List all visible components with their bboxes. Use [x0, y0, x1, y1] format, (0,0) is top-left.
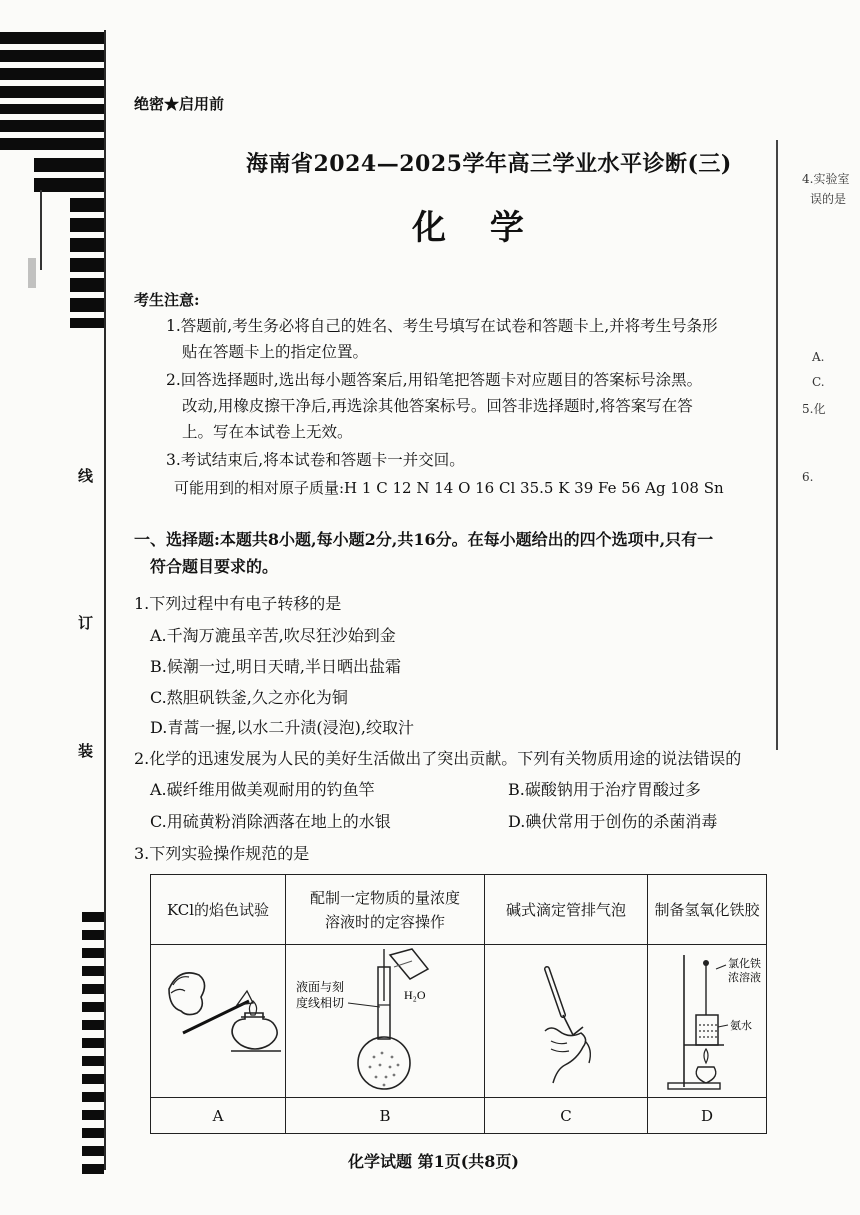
q3-header-c: 碱式滴定管排气泡: [485, 875, 648, 945]
exam-title: 海南省2024—2025学年高三学业水平诊断(三): [246, 151, 732, 177]
burette-figure: [485, 945, 647, 1097]
q3-header-b: 配制一定物质的量浓度 溶液时的定容操作: [286, 875, 485, 945]
confidential-label: 绝密★启用前: [134, 95, 225, 113]
q1-stem: 1.下列过程中有电子转移的是: [134, 594, 342, 613]
margin-name-blank: [40, 190, 42, 270]
q2-option-d: D.碘伏常用于创伤的杀菌消毒: [508, 812, 718, 831]
right-q4-partial-2: 误的是: [810, 192, 847, 206]
flask-label-2: 度线相切: [296, 996, 345, 1010]
q1-option-d: D.青蒿一握,以水二升渍(浸泡),绞取汁: [150, 718, 415, 737]
subject-title: 化 学: [412, 208, 540, 248]
q3-figure-d: [648, 945, 767, 1098]
q2-stem: 2.化学的迅速发展为人民的美好生活做出了突出贡献。下列有关物质用途的说法错误的: [134, 749, 742, 768]
colloid-prep-figure: [648, 945, 766, 1097]
q3-table: [150, 874, 767, 1134]
margin-bind-label: 装: [78, 742, 94, 760]
right-q4-partial: 4.实验室: [802, 172, 850, 186]
q3-label-a: A: [151, 1098, 286, 1134]
right-c: C.: [812, 375, 825, 389]
volumetric-flask-figure: [286, 945, 484, 1097]
right-q5: 5.化: [802, 402, 826, 416]
flask-water-label: H₂O: [404, 988, 426, 1002]
right-q6: 6.: [802, 470, 814, 484]
q3-stem: 3.下列实验操作规范的是: [134, 844, 310, 863]
q1-option-c: C.熬胆矾铁釜,久之亦化为铜: [150, 688, 348, 707]
flask-label-1: 液面与刻: [296, 980, 345, 994]
flame-test-figure: [151, 945, 285, 1097]
q1-option-b: B.候潮一过,明日天晴,半日晒出盐霜: [150, 657, 402, 676]
q3-label-d: D: [648, 1098, 767, 1134]
q2-option-a: A.碳纤维用做美观耐用的钓鱼竿: [150, 780, 375, 799]
q3-header-a: KCl的焰色试验: [151, 875, 286, 945]
right-fold-line: [776, 140, 778, 750]
q3-label-c: C: [485, 1098, 648, 1134]
right-a: A.: [812, 350, 825, 364]
binding-line: [104, 30, 106, 1170]
q3-label-row: [151, 1098, 767, 1134]
d-label-conc: 浓溶液: [728, 972, 761, 984]
q2-option-b: B.碳酸钠用于治疗胃酸过多: [508, 780, 701, 799]
q2-option-c: C.用硫黄粉消除洒落在地上的水银: [150, 812, 391, 831]
notice-heading: 考生注意:: [134, 291, 200, 309]
q3-label-b: B: [286, 1098, 485, 1134]
d-label-ammonia: 氨水: [730, 1020, 752, 1032]
q3-figure-row: [151, 945, 767, 1098]
margin-line-label: 线: [78, 467, 94, 485]
q3-figure-c: [485, 945, 648, 1098]
q3-header-d: 制备氢氧化铁胶: [648, 875, 767, 945]
q3-header-row: [151, 875, 767, 945]
d-label-fecl3: 氯化铁: [728, 958, 761, 970]
q3-figure-b: [286, 945, 485, 1098]
margin-order-label: 订: [78, 614, 94, 632]
atomic-masses: 可能用到的相对原子质量:H 1 C 12 N 14 O 16 Cl 35.5 K 39 Fe 56 Ag 108 Sn: [174, 479, 724, 497]
page-footer: 化学试题 第1页(共8页): [348, 1152, 519, 1171]
margin-name-label: [28, 258, 36, 288]
q1-option-a: A.千淘万漉虽辛苦,吹尽狂沙始到金: [150, 626, 396, 645]
q3-figure-a: [151, 945, 286, 1098]
section1-heading-2: 符合题目要求的。: [150, 557, 279, 576]
section1-heading: 一、选择题:本题共8小题,每小题2分,共16分。在每小题给出的四个选项中,只有一: [134, 530, 714, 549]
